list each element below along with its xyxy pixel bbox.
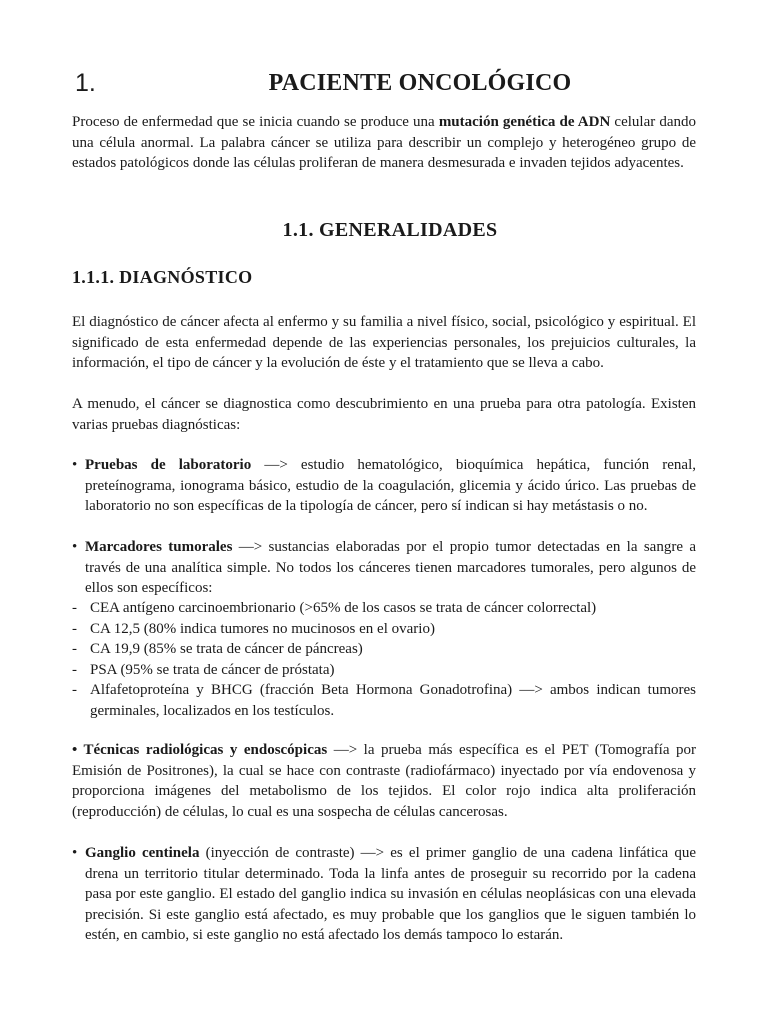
chapter-number: 1. bbox=[75, 69, 96, 97]
list-item: - CA 12,5 (80% indica tumores no mucinosos en el ovario) bbox=[72, 619, 696, 640]
list-item: - PSA (95% se trata de cáncer de próstata) bbox=[72, 660, 696, 681]
laboratory-description: —> estudio hematológico, bioquímica hepática, función renal, preteínograma, ionograma básico, estudio de la coagulación, glicemia y ácido úrico. Las pruebas de laboratorio no son específicas de la tipología de cáncer, pero sí indican si hay metástasis o no. bbox=[85, 457, 696, 514]
dash-icon: - bbox=[72, 620, 77, 637]
dash-icon: - bbox=[72, 600, 77, 616]
bullet-icon: • bbox=[72, 539, 78, 555]
section-heading: 1.1. GENERALIDADES bbox=[282, 219, 498, 241]
list-item-laboratory bbox=[72, 455, 696, 517]
diagnosis-paragraph: El diagnóstico de cáncer afecta al enfermo y su familia a nivel físico, social, psicológico y espiritual. El significado de esta enfermedad depende de las experiencias personales, los prejuicios culturales, la información, el tipo de cáncer y la evolución de éste y el tratamiento que se lleva a cabo. bbox=[72, 314, 696, 371]
imaging-description: —> la prueba más específica es el PET (Tomografía por Emisión de Positrones), la cual se hace con contraste (radiofármaco) inyectado por vía endovenosa y proporciona imágenes del metabolismo de los tejidos. El color rojo indica alta proliferación (reproducción) de células, lo cual es una sospecha de células cancerosas. bbox=[72, 742, 696, 820]
bullet-icon: • bbox=[72, 845, 78, 861]
list-item: - CA 19,9 (85% se trata de cáncer de páncreas) bbox=[72, 639, 696, 660]
intro-text-start: Proceso de enfermedad que se inicia cuando se produce una bbox=[72, 114, 439, 130]
dash-icon: - bbox=[72, 661, 77, 678]
tumor-markers-list bbox=[72, 598, 696, 721]
sentinel-term: Ganglio centinela bbox=[85, 845, 200, 861]
list-item: - Alfafetoproteína y BHCG (fracción Beta Hormona Gonadotrofina) —> ambos indican tumores germinales, localizados en los testículos. bbox=[72, 682, 696, 719]
list-item: - CEA antígeno carcinoembrionario (>65% de los casos se trata de cáncer colorrectal) bbox=[72, 598, 696, 619]
tumor-markers-description: —> sustancias elaboradas por el propio tumor detectadas en la sangre a través de una analítica simple. No todos los cánceres tienen marcadores tumorales, pero algunos de ellos son específicos: bbox=[85, 539, 696, 596]
sentinel-description: (inyección de contraste) —> es el primer ganglio de una cadena linfática que drena un territorio titular determinado. Toda la linfa antes de proseguir su recorrido por la cadena pasa por este ganglio. El estado del ganglio indica su invasión en células neoplásicas con una elevada precisión. Si este ganglio está afectado, es muy probable que los ganglios que le siguen también lo estén, en cambio, si este ganglio no está afectado los demás tampoco lo estarán. bbox=[85, 845, 696, 943]
subsection-heading: 1.1.1. DIAGNÓSTICO bbox=[72, 267, 253, 287]
list-item-sentinel-node bbox=[72, 843, 696, 946]
laboratory-term: Pruebas de laboratorio bbox=[85, 457, 252, 473]
bullet-icon: • bbox=[72, 457, 78, 473]
intro-text-end: celular dando una célula anormal. La palabra cáncer se utiliza para describir un complejo y heterogéneo grupo de estados patológicos donde las células proliferan de manera desmesurada e invaden tejidos adyacentes. bbox=[72, 114, 696, 171]
intro-tests-paragraph: A menudo, el cáncer se diagnostica como descubrimiento en una prueba para otra patología. Existen varias pruebas diagnósticas: bbox=[72, 396, 696, 433]
dash-icon: - bbox=[72, 682, 77, 698]
intro-paragraph bbox=[72, 112, 696, 174]
list-item-tumor-markers bbox=[72, 537, 696, 599]
chapter-title: PACIENTE ONCOLÓGICO bbox=[268, 70, 572, 96]
imaging-term: • Técnicas radiológicas y endoscópicas bbox=[72, 742, 328, 758]
dash-icon: - bbox=[72, 641, 77, 657]
intro-bold-term: mutación genética de ADN bbox=[438, 114, 611, 130]
tumor-markers-term: Marcadores tumorales bbox=[85, 539, 233, 555]
chapter-heading bbox=[72, 66, 696, 100]
imaging-paragraph bbox=[72, 740, 696, 822]
